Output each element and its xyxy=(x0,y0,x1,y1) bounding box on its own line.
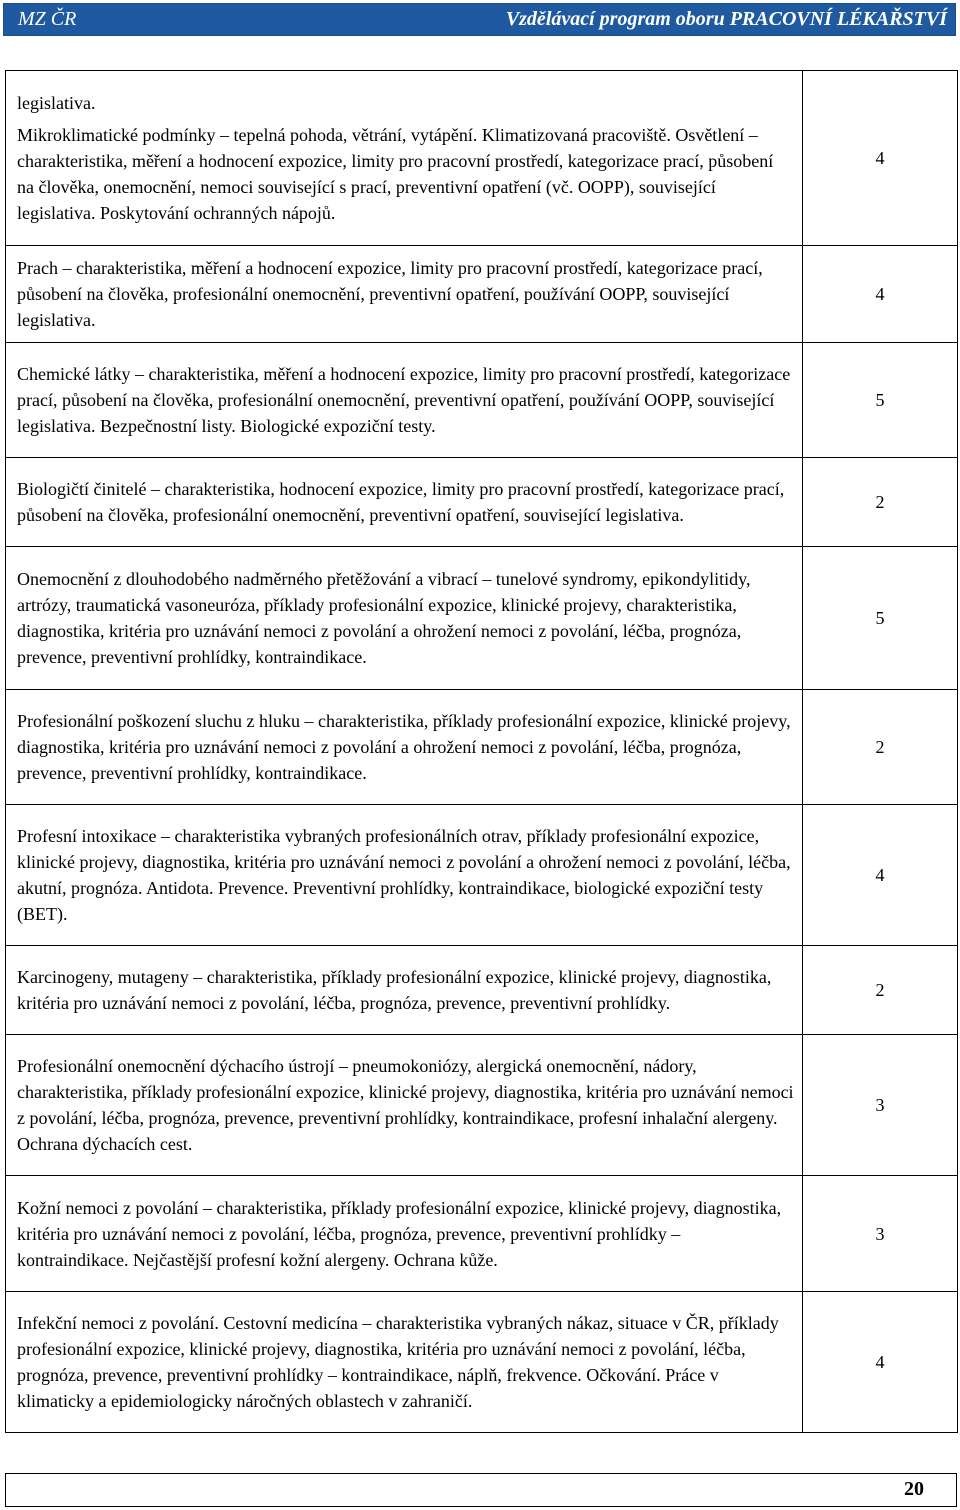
curriculum-table xyxy=(5,70,958,1433)
topic-cell xyxy=(6,690,803,805)
table-row xyxy=(6,1292,958,1433)
table-row xyxy=(6,805,958,946)
hours-cell: 4 xyxy=(803,246,958,343)
topic-cell xyxy=(6,343,803,458)
topic-cell xyxy=(6,1035,803,1176)
hours-cell: 4 xyxy=(803,1292,958,1433)
hours-cell: 2 xyxy=(803,458,958,547)
hours-cell: 3 xyxy=(803,1035,958,1176)
table-row xyxy=(6,458,958,547)
hours-cell: 2 xyxy=(803,946,958,1035)
topic-cell xyxy=(6,1176,803,1292)
topic-cell xyxy=(6,547,803,690)
topic-text: Prach – charakteristika, měření a hodnocení expozice, limity pro pracovní prostředí, kategorizace prací, působení na člověka, profesionální onemocnění, preventivní opatření, používání OOPP, související legislativa. xyxy=(17,258,763,330)
table-row xyxy=(6,246,958,343)
table-row xyxy=(6,1035,958,1176)
topic-cell xyxy=(6,946,803,1035)
page-number: 20 xyxy=(904,1478,924,1500)
table-row xyxy=(6,547,958,690)
topic-text: Mikroklimatické podmínky – tepelná pohoda, větrání, vytápění. Klimatizovaná pracoviště. Osvětlení – charakteristika, měření a hodnocení expozice, limity pro pracovní prostředí, kategorizace prací, působení na člověka, onemocnění, nemoci související s prací, preventivní opatření (vč. OOPP), související legislativa. Poskytování ochranných nápojů. xyxy=(17,125,774,223)
hours-cell: 2 xyxy=(803,690,958,805)
topic-text: Profesní intoxikace – charakteristika vybraných profesionálních otrav, příklady profesionální expozice, klinické projevy, diagnostika, kritéria pro uznávání nemoci z povolání a ohrožení nemoci z povolání, léčba, akutní, prognóza. Antidota. Prevence. Preventivní prohlídky, kontraindikace, biologické expoziční testy (BET). xyxy=(17,826,791,924)
topic-cell xyxy=(6,805,803,946)
header-program-title: Vzdělávací program oboru PRACOVNÍ LÉKAŘSTVÍ xyxy=(505,8,947,30)
table-row xyxy=(6,946,958,1035)
hours-cell: 4 xyxy=(803,71,958,246)
table-row xyxy=(6,71,958,246)
topic-text: Chemické látky – charakteristika, měření a hodnocení expozice, limity pro pracovní prostředí, kategorizace prací, působení na člověka, profesionální onemocnění, preventivní opatření, používání OOPP, související legislativa. Bezpečnostní listy. Biologické expoziční testy. xyxy=(17,364,791,436)
table-row xyxy=(6,690,958,805)
table-row xyxy=(6,1176,958,1292)
topic-text: Onemocnění z dlouhodobého nadměrného přetěžování a vibrací – tunelové syndromy, epikondylitidy, artrózy, traumatická vasoneuróza, příklady profesionální expozice, klinické projevy, charakteristika, diagnostika, kritéria pro uznávání nemoci z povolání a ohrožení nemoci z povolání, léčba, prognóza, prevence, preventivní prohlídky, kontraindikace. xyxy=(17,569,751,667)
topic-cell xyxy=(6,71,803,246)
topic-cell xyxy=(6,458,803,547)
topic-text: Profesionální poškození sluchu z hluku – charakteristika, příklady profesionální expozice, klinické projevy, diagnostika, kritéria pro uznávání nemoci z povolání a ohrožení nemoci z povolání, léčba, prognóza, prevence, preventivní prohlídky, kontraindikace. xyxy=(17,711,791,783)
page-header xyxy=(3,3,956,36)
topic-text: Biologičtí činitelé – charakteristika, hodnocení expozice, limity pro pracovní prostředí, kategorizace prací, působení na člověka, profesionální onemocnění, preventivní opatření, související legislativa. xyxy=(17,479,785,525)
hours-cell: 5 xyxy=(803,547,958,690)
topic-text: Kožní nemoci z povolání – charakteristika, příklady profesionální expozice, klinické projevy, diagnostika, kritéria pro uznávání nemoci z povolání, léčba, prognóza, prevence, preventivní prohlídky – kontraindikace. Nejčastější profesní kožní alergeny. Ochrana kůže. xyxy=(17,1197,782,1270)
topic-text: legislativa. xyxy=(17,93,96,113)
hours-cell: 4 xyxy=(803,805,958,946)
hours-cell: 3 xyxy=(803,1176,958,1292)
topic-text: Karcinogeny, mutageny – charakteristika, příklady profesionální expozice, klinické projevy, diagnostika, kritéria pro uznávání nemoci z povolání, léčba, prognóza, prevence, preventivní prohlídky. xyxy=(17,967,772,1013)
topic-text: Infekční nemoci z povolání. Cestovní medicína – charakteristika vybraných nákaz, situace v ČR, příklady profesionální expozice, klinické projevy, diagnostika, kritéria pro uznávání nemoci z povolání, léčba, prognóza, prevence, preventivní prohlídky – kontraindikace, náplň, frekvence. Očkování. Práce v klimaticky a epidemiologicky náročných oblastech v zahraničí. xyxy=(17,1313,779,1411)
page-footer xyxy=(5,1473,957,1507)
topic-cell xyxy=(6,1292,803,1433)
topic-cell xyxy=(6,246,803,343)
table-row xyxy=(6,343,958,458)
header-ministry: MZ ČR xyxy=(18,8,77,30)
hours-cell: 5 xyxy=(803,343,958,458)
topic-text: Profesionální onemocnění dýchacího ústrojí – pneumokoniózy, alergická onemocnění, nádory, charakteristika, příklady profesionální expozice, klinické projevy, diagnostika, kritéria pro uznávání nemoci z povolání, léčba, prognóza, prevence, preventivní prohlídky, kontraindikace, profesní inhalační alergeny. Ochrana dýchacích cest. xyxy=(17,1056,794,1154)
